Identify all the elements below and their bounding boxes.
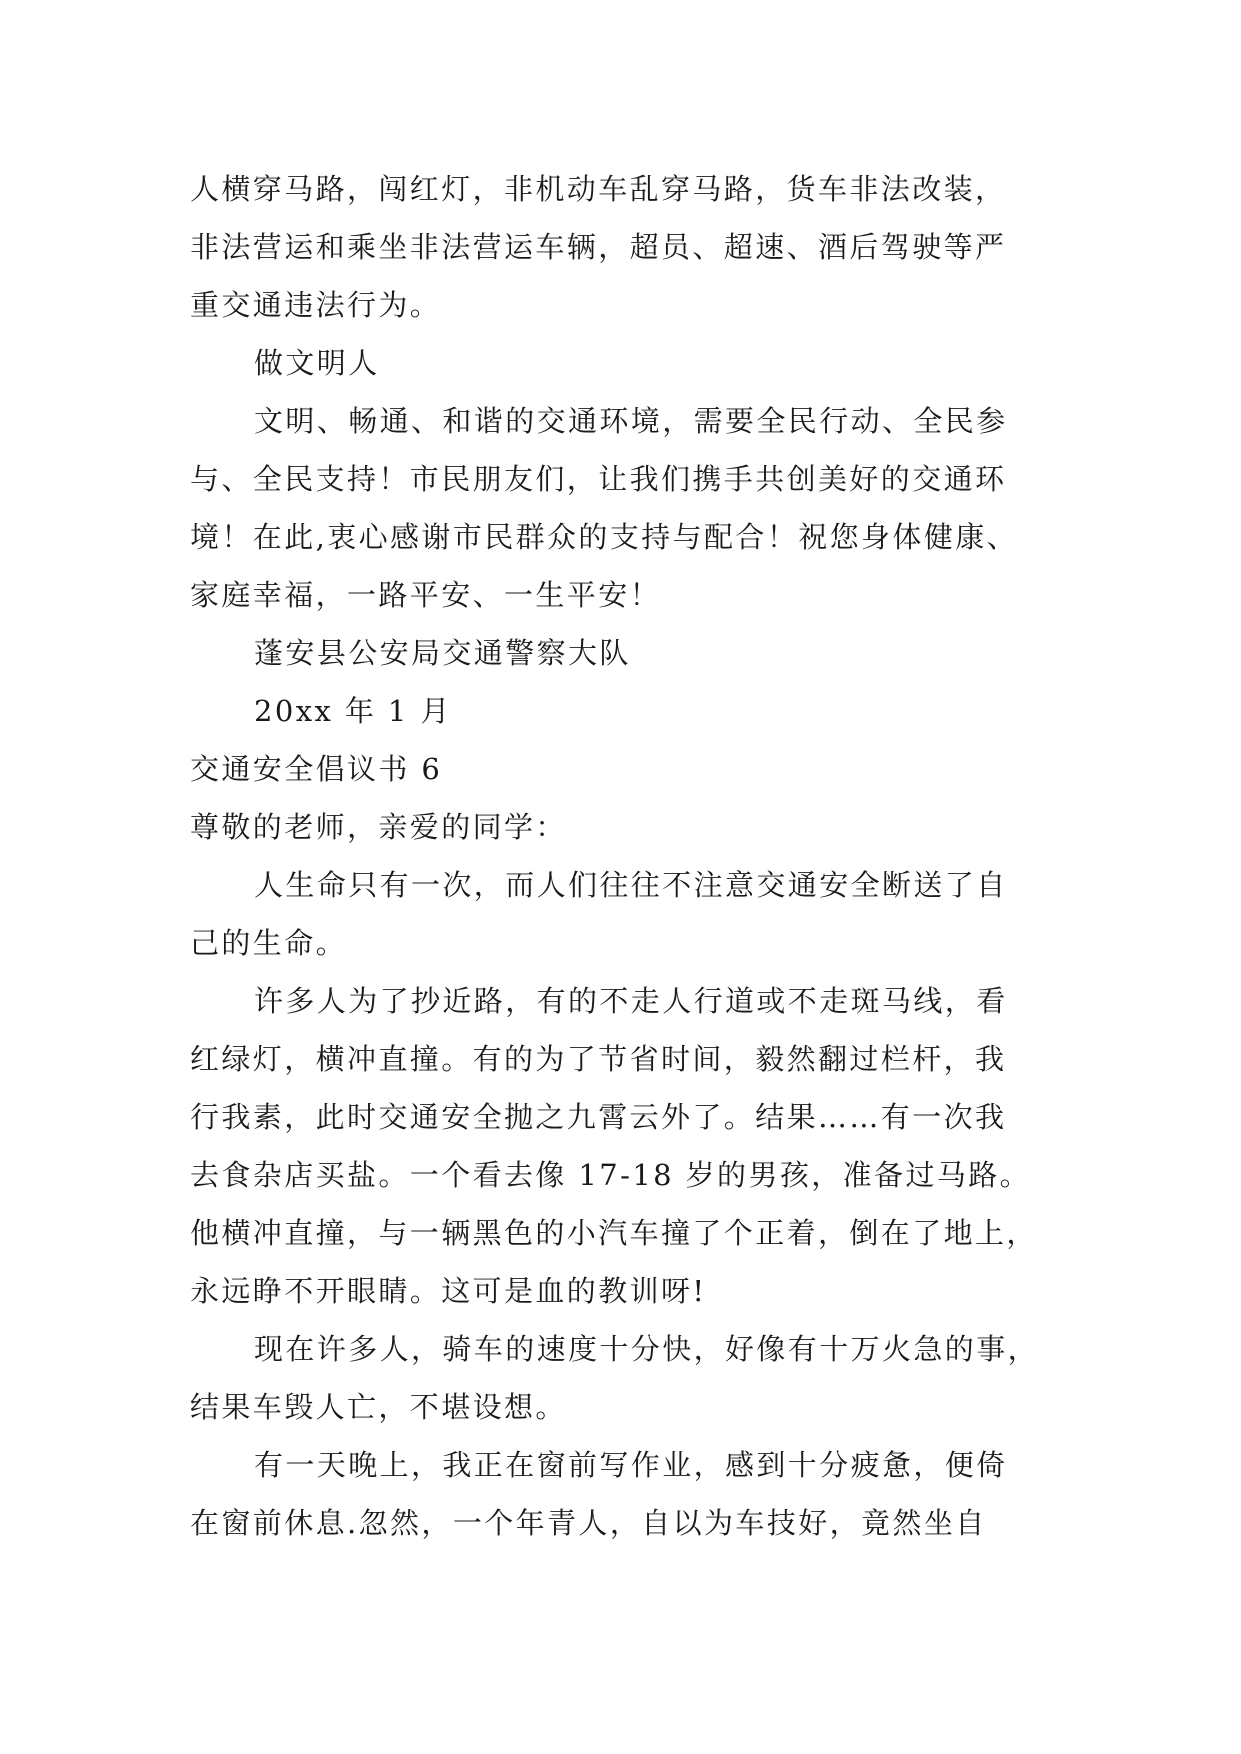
text-line: 结果车毁人亡，不堪设想。 (190, 1390, 567, 1424)
text-line: 重交通违法行为。 (190, 288, 442, 322)
text-line: 有一天晚上，我正在窗前写作业，感到十分疲惫，便倚 (254, 1448, 1008, 1482)
text-line: 蓬安县公安局交通警察大队 (254, 636, 631, 670)
text-line: 永远睁不开眼睛。这可是血的教训呀! (190, 1274, 707, 1308)
text-line: 尊敬的老师，亲爱的同学： (190, 810, 567, 844)
text-line: 己的生命。 (190, 926, 348, 960)
text-line: 人生命只有一次，而人们往往不注意交通安全断送了自 (254, 868, 1008, 902)
text-line: 他横冲直撞，与一辆黑色的小汽车撞了个正着，倒在了地上， (190, 1216, 1038, 1250)
text-line: 行我素，此时交通安全抛之九霄云外了。结果……有一次我 (190, 1100, 1007, 1134)
text-line: 人横穿马路，闯红灯，非机动车乱穿马路，货车非法改装， (190, 172, 1007, 206)
text-line: 交通安全倡议书 6 (190, 752, 443, 786)
text-line: 在窗前休息.忽然，一个年青人，自以为车技好，竟然坐自 (190, 1506, 987, 1540)
text-line: 非法营运和乘坐非法营运车辆，超员、超速、酒后驾驶等严 (190, 230, 1007, 264)
text-line: 家庭幸福，一路平安、一生平安！ (190, 578, 662, 612)
text-line: 做文明人 (254, 346, 380, 380)
text-line: 20xx 年 1 月 (254, 694, 452, 728)
text-line: 境！在此,衷心感谢市民群众的支持与配合！祝您身体健康、 (190, 520, 1019, 554)
document-body (190, 160, 1070, 1552)
text-line: 与、全民支持！市民朋友们，让我们携手共创美好的交通环 (190, 462, 1007, 496)
text-line: 文明、畅通、和谐的交通环境，需要全民行动、全民参 (254, 404, 1008, 438)
text-line: 现在许多人，骑车的速度十分快，好像有十万火急的事， (254, 1332, 1040, 1366)
text-line: 去食杂店买盐。一个看去像 17-18 岁的男孩，准备过马路。 (190, 1158, 1032, 1192)
text-line: 红绿灯，横冲直撞。有的为了节省时间，毅然翻过栏杆，我 (190, 1042, 1007, 1076)
text-line: 许多人为了抄近路，有的不走人行道或不走斑马线，看 (254, 984, 1008, 1018)
